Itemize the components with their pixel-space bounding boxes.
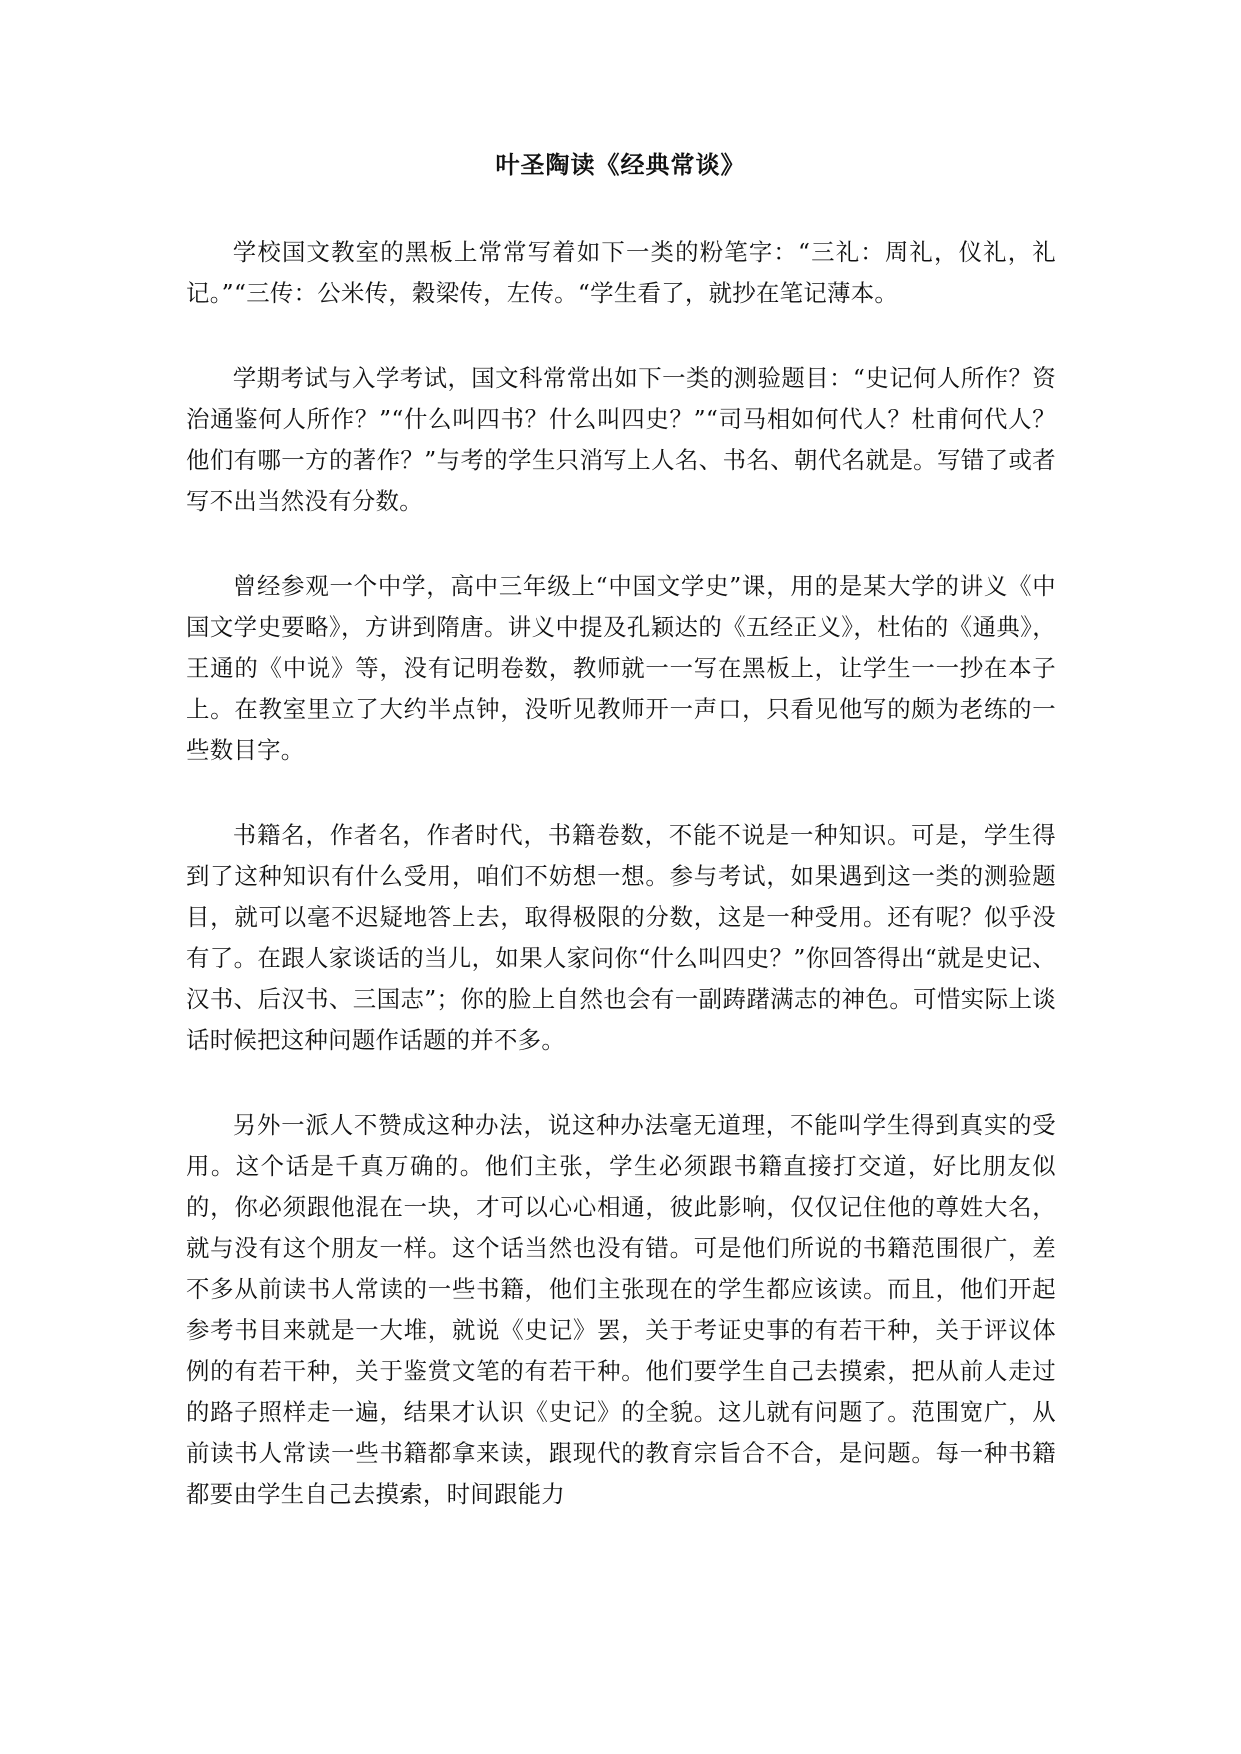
paragraph-2: 学期考试与入学考试，国文科常常出如下一类的测验题目：“史记何人所作？资治通鉴何人所作？”“什么叫四书？什么叫四史？”“司马相如何代人？杜甫何代人？他们有哪一方的著作？”与考的学生只消写上人名、书名、朝代名就是。写错了或者写不出当然没有分数。: [186, 364, 1056, 515]
document-body: [186, 232, 1056, 1559]
paragraph-3: 曾经参观一个中学，高中三年级上“中国文学史”课，用的是某大学的讲义《中国文学史要略》，方讲到隋唐。讲义中提及孔颖达的《五经正义》，杜佑的《通典》，王通的《中说》等，没有记明卷数，教师就一一写在黑板上，让学生一一抄在本子上。在教室里立了大约半点钟，没听见教师开一声口，只看见他写的颇为老练的一些数目字。: [186, 572, 1056, 764]
paragraph-1: 学校国文教室的黑板上常常写着如下一类的粉笔字：“三礼：周礼，仪礼，礼记。”“三传：公米传，穀梁传，左传。“学生看了，就抄在笔记薄本。: [186, 238, 1056, 307]
paragraph-5: 另外一派人不赞成这种办法，说这种办法毫无道理，不能叫学生得到真实的受用。这个话是千真万确的。他们主张，学生必须跟书籍直接打交道，好比朋友似的，你必须跟他混在一块，才可以心心相通，彼此影响，仅仅记住他的尊姓大名，就与没有这个朋友一样。这个话当然也没有错。可是他们所说的书籍范围很广，差不多从前读书人常读的一些书籍，他们主张现在的学生都应该读。而且，他们开起参考书目来就是一大堆，就说《史记》罢，关于考证史事的有若干种，关于评议体例的有若干种，关于鉴赏文笔的有若干种。他们要学生自己去摸索，把从前人走过的路子照样走一遍，结果才认识《史记》的全貌。这儿就有问题了。范围宽广，从前读书人常读一些书籍都拿来读，跟现代的教育宗旨合不合，是问题。每一种书籍都要由学生自己去摸索，时间跟能力: [186, 1111, 1056, 1508]
paragraph-4: 书籍名，作者名，作者时代，书籍卷数，不能不说是一种知识。可是，学生得到了这种知识有什么受用，咱们不妨想一想。参与考试，如果遇到这一类的测验题目，就可以毫不迟疑地答上去，取得极限的分数，这是一种受用。还有呢？似乎没有了。在跟人家谈话的当儿，如果人家问你“什么叫四史？”你回答得出“就是史记、汉书、后汉书、三国志”；你的脸上自然也会有一副踌躇满志的神色。可惜实际上谈话时候把这种问题作话题的并不多。: [186, 821, 1056, 1054]
document-title: 叶圣陶读《经典常谈》: [495, 150, 746, 179]
